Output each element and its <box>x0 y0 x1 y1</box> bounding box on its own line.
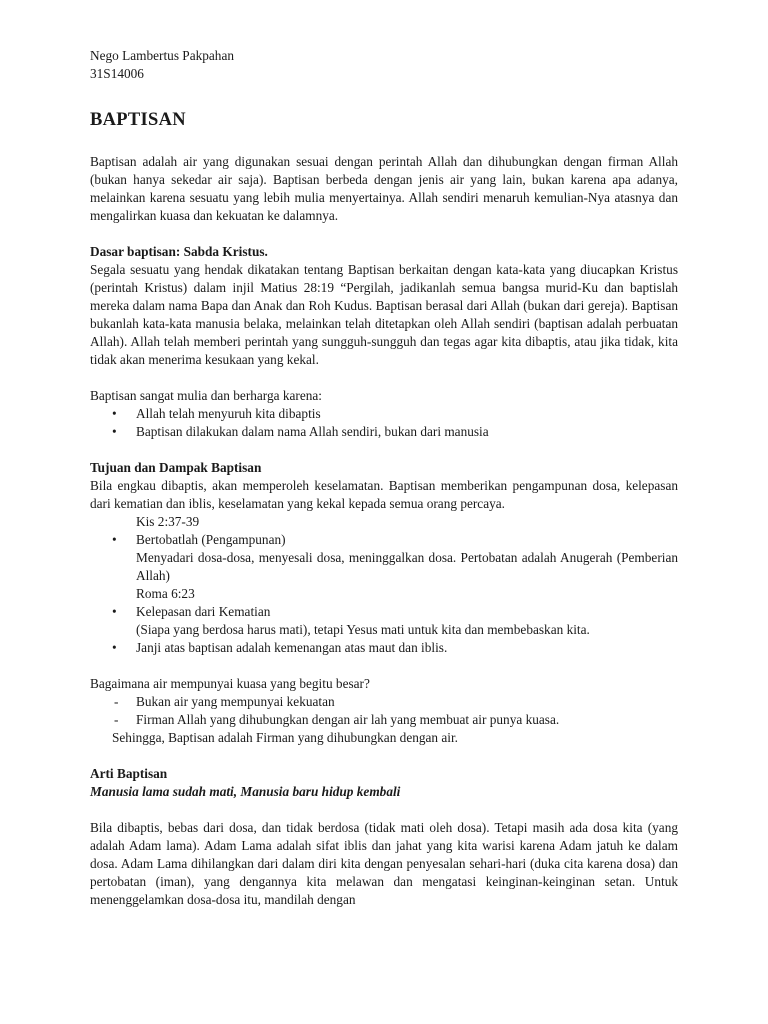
bullet-icon: • <box>112 604 117 619</box>
list-item-text: Allah telah menyuruh kita dibaptis <box>136 406 321 421</box>
list-item-description: (Siapa yang berdosa harus mati), tetapi Yesus mati untuk kita dan membebaskan kita. <box>136 622 590 637</box>
list-item <box>90 711 678 729</box>
section-heading-dasar: Dasar baptisan: Sabda Kristus. <box>90 244 268 259</box>
list-item-text: Bertobatlah (Pengampunan) <box>136 532 286 547</box>
list-item-description: Menyadari dosa-dosa, menyesali dosa, meninggalkan dosa. Pertobatan adalah Anugerah (Pemberian Allah) <box>136 550 678 583</box>
question-text: Bagaimana air mempunyai kuasa yang begitu besar? <box>90 676 370 691</box>
bible-reference: Roma 6:23 <box>136 586 195 601</box>
bullet-icon: • <box>112 640 117 655</box>
impact-list <box>90 639 678 657</box>
answer-list <box>90 693 678 729</box>
list-item <box>90 639 678 657</box>
bullet-icon: • <box>112 532 117 547</box>
conclusion-text: Sehingga, Baptisan adalah Firman yang dihubungkan dengan air. <box>112 730 459 745</box>
section-subheading-arti: Manusia lama sudah mati, Manusia baru hidup kembali <box>90 784 401 799</box>
intro-paragraph: Baptisan adalah air yang digunakan sesuai dengan perintah Allah dan dihubungkan dengan firman Allah (bukan hanya sekedar air saja). Baptisan berbeda dengan jenis air yang lain, bukan karena apa adanya, melainkan karena sesuatu yang lebih mulia menyertainya. Allah sendiri menaruh kemulian-Nya atasnya dan mengalirkan kuasa dan kekuatan ke dalamnya. <box>90 154 678 223</box>
dash-icon: - <box>114 694 119 709</box>
author-name: Nego Lambertus Pakpahan <box>90 48 235 63</box>
list-item-text: Baptisan dilakukan dalam nama Allah sendiri, bukan dari manusia <box>136 424 489 439</box>
impact-list <box>90 531 678 549</box>
document-title: BAPTISAN <box>90 110 186 130</box>
section-body-dasar: Segala sesuatu yang hendak dikatakan tentang Baptisan berkaitan dengan kata-kata yang diucapkan Kristus (perintah Kristus) dalam injil Matius 28:19 “Pergilah, jadikanlah semua bangsa murid-Ku dan baptislah mereka dalam nama Bapa dan Anak dan Roh Kudus. Baptisan berasal dari Allah (bukan dari gereja). Baptisan bukanlah kata-kata manusia belaka, melainkan telah ditetapkan oleh Allah sendiri (baptisan adalah perbuatan Allah). Allah telah memberi perintah yang sungguh-sungguh dan tegas agar kita dibaptis, atau jika tidak, kita tidak akan menerima kesukaan yang kekal. <box>90 262 678 367</box>
dash-icon: - <box>114 712 119 727</box>
list-item <box>90 693 678 711</box>
section-heading-tujuan: Tujuan dan Dampak Baptisan <box>90 460 262 475</box>
reason-lead: Baptisan sangat mulia dan berharga karena: <box>90 388 322 403</box>
list-item-text: Janji atas baptisan adalah kemenangan atas maut dan iblis. <box>136 640 448 655</box>
section-body-tujuan: Bila engkau dibaptis, akan memperoleh keselamatan. Baptisan memberikan pengampunan dosa, kelepasan dari kematian dan iblis, keselamatan yang kekal kepada semua orang percaya. <box>90 478 678 511</box>
reason-list <box>90 405 678 441</box>
section-body-arti: Bila dibaptis, bebas dari dosa, dan tidak berdosa (tidak mati oleh dosa). Tetapi masih ada dosa kita (yang adalah Adam lama). Adam Lama adalah sifat iblis dan jahat yang kita warisi karena Adam jatuh ke dalam dosa. Adam Lama dihilangkan dari dalam diri kita dengan penyesalan sehari-hari (duka cita karena dosa) dan pertobatan (iman), yang dengannya kita melawan dan mengatasi keinginan-keinginan setan. Untuk menenggelamkan dosa-dosa itu, mandilah dengan <box>90 820 678 907</box>
list-item <box>90 531 678 549</box>
list-item <box>90 603 678 621</box>
bullet-icon: • <box>112 424 117 439</box>
impact-list <box>90 603 678 621</box>
bible-reference: Kis 2:37-39 <box>136 514 200 529</box>
section-heading-arti: Arti Baptisan <box>90 766 168 781</box>
list-item <box>90 423 678 441</box>
list-item-text: Firman Allah yang dihubungkan dengan air lah yang membuat air punya kuasa. <box>136 712 560 727</box>
student-id: 31S14006 <box>90 66 144 81</box>
list-item-text: Kelepasan dari Kematian <box>136 604 271 619</box>
list-item-text: Bukan air yang mempunyai kekuatan <box>136 694 335 709</box>
list-item <box>90 405 678 423</box>
bullet-icon: • <box>112 406 117 421</box>
